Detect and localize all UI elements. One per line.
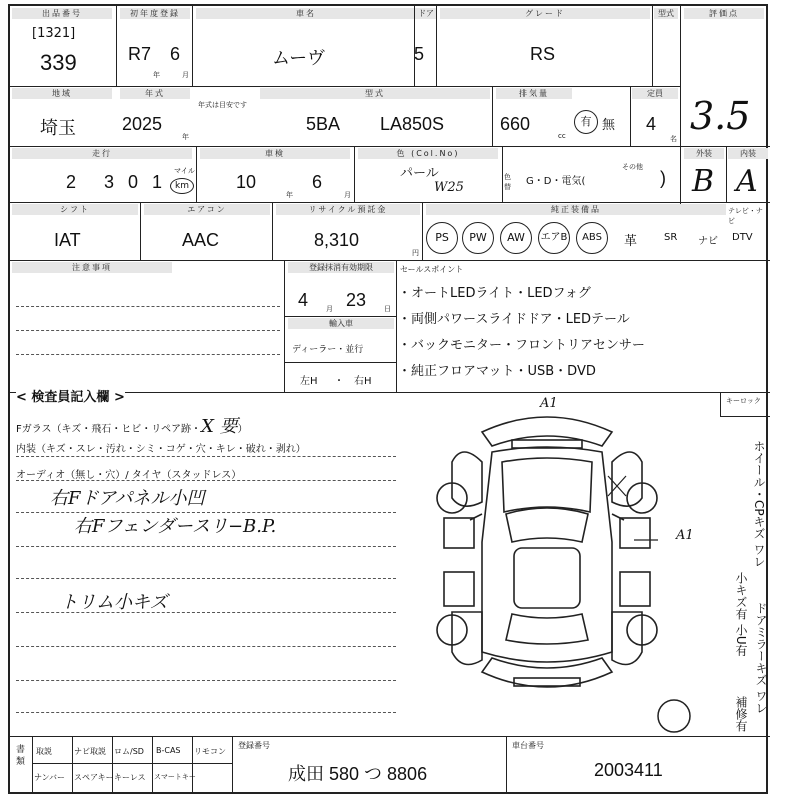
car-name: ムーヴ [272, 48, 326, 68]
key-label: キーロック [726, 397, 761, 405]
hand-note-1: 右Fドアパネル小凹 [50, 488, 205, 509]
cc-label: 排気量 [496, 88, 572, 99]
glass-close: ） [237, 424, 248, 435]
grade: RS [530, 44, 556, 64]
glass-line: Fガラス（キズ・飛石・ヒビ・リペア跡・ [16, 424, 202, 435]
recycle: 8,310 [314, 230, 360, 250]
recycle-label: リサイクル預託金 [276, 204, 420, 215]
grade-label: グレード [440, 8, 650, 19]
equip-aw: AW [500, 222, 532, 254]
unit-year: 年 [153, 71, 160, 79]
car-damage-diagram [422, 402, 672, 722]
lot-number: 339 [40, 50, 77, 75]
color-change-close: ) [660, 168, 666, 188]
unit-year-2: 年 [182, 133, 189, 141]
capacity-label: 定員 [632, 88, 678, 99]
equip-dtv: DTV [732, 232, 753, 243]
equip-ps: PS [426, 222, 458, 254]
doc-keyless: キーレス [114, 773, 146, 782]
first-reg-era: R7 [128, 44, 152, 64]
unit-month: 月 [182, 71, 189, 79]
sales-label: セールスポイント [400, 265, 464, 274]
audio-line: オーディオ（無し・穴）/ タイヤ（スタッドレス） [16, 470, 242, 481]
notes-label: 注意事項 [12, 262, 172, 273]
doc-number: ナンバー [34, 773, 66, 782]
lot-bracket: [1321] [32, 26, 76, 41]
import-value: ディーラー・並行 [292, 345, 364, 355]
equipment-label: 純正装備品 [426, 204, 726, 215]
plate: 成田 580 つ 8806 [288, 764, 428, 784]
doc-rom-sd: ロム/SD [114, 747, 144, 756]
capacity: 4 [646, 114, 657, 134]
handle-left: 左H [300, 376, 318, 387]
capacity-unit: 名 [670, 135, 677, 143]
hand-note-3: トリム小キズ [60, 592, 168, 613]
sales-point-4: ・純正フロアマット・USB・DVD [398, 364, 596, 379]
doc-bcas: B-CAS [156, 746, 181, 755]
interior-label: 内装 [728, 148, 768, 159]
cc-unit: cc [558, 132, 566, 140]
color: パール [400, 166, 439, 181]
unit-month-4: 月 [326, 305, 333, 313]
prefecture-label: 地域 [12, 88, 112, 99]
auction-sheet [8, 4, 768, 794]
shaken-year: 10 [236, 172, 257, 192]
import-label: 輸入車 [288, 318, 394, 329]
cc: 660 [500, 114, 531, 134]
chassis: 2003411 [594, 760, 663, 780]
diagram-mark-side: A1 [676, 528, 694, 543]
score-label: 評価点 [684, 8, 764, 19]
first-reg-month: 6 [170, 44, 181, 64]
unit-month-3: 月 [344, 191, 351, 199]
docs-label: 書類 [16, 745, 26, 767]
mile-unit: マイル [174, 167, 195, 175]
equip-navi: ナビ [698, 236, 718, 247]
reg-deadline-label: 登録抹消有効期限 [288, 262, 394, 273]
equip-sr: SR [664, 232, 678, 243]
unit-year-3: 年 [286, 191, 293, 199]
ac-label: エアコン [144, 204, 270, 215]
reg-day: 23 [346, 290, 367, 310]
shaken-month: 6 [312, 172, 323, 192]
vertical-note-4: 補修有 [734, 696, 748, 732]
km-unit: km [170, 178, 194, 194]
vertical-note-2: ドアミラーキズ ワレ [754, 602, 768, 714]
mileage-label: 走行 [12, 148, 192, 159]
mileage-digit-2: 3 [104, 172, 115, 192]
model-code: LA850S [380, 114, 445, 134]
hand-note-2: 右Fフェンダースリ−B.P. [74, 516, 277, 537]
tv-label: テレビ・ナビ [728, 207, 763, 225]
door-label: ドア [416, 8, 436, 19]
color-code: W25 [434, 180, 464, 195]
prefecture: 埼玉 [40, 118, 76, 138]
glass-mark: X 要 [201, 416, 238, 437]
year: 2025 [122, 114, 163, 134]
turbo-yes: 有 [574, 110, 598, 134]
mileage-digit-1: 2 [66, 172, 77, 192]
handle-dot: ・ [334, 376, 344, 387]
doors: 5 [414, 44, 425, 64]
unit-day: 日 [384, 305, 391, 313]
reg-month: 4 [298, 290, 309, 310]
sales-point-2: ・両側パワースライドドア・LEDテール [398, 312, 630, 327]
exterior-label: 外装 [684, 148, 724, 159]
chassis-label: 車台番号 [512, 741, 544, 750]
interior-line: 内装（キズ・スレ・汚れ・シミ・コゲ・穴・キレ・破れ・剥れ） [16, 444, 306, 455]
year-note: 年式は目安です [198, 101, 247, 109]
model-label: 型式 [260, 88, 490, 99]
lot-label: 出品番号 [12, 8, 112, 19]
vertical-note-3: 小キズ有 小U有 [734, 572, 748, 657]
shift-type-label: 型式 [654, 8, 678, 19]
car-name-label: 車名 [196, 8, 416, 19]
equip-abs: ABS [576, 222, 608, 254]
model-prefix: 5BA [306, 114, 341, 134]
color-label: 色 (Col.No) [358, 148, 498, 159]
recycle-unit: 円 [412, 249, 419, 257]
shift: IAT [54, 230, 81, 250]
shaken-label: 車検 [200, 148, 350, 159]
color-change-options: G・D・電気( [526, 176, 586, 187]
equip-leather: 革 [624, 234, 638, 249]
doc-manual: 取説 [36, 747, 52, 756]
doc-spare-key: スペアキー [74, 773, 114, 782]
mileage-digit-3: 0 [128, 172, 139, 192]
color-change-label: 色替 [504, 173, 511, 191]
doc-navi-manual: ナビ取説 [74, 747, 106, 756]
equip-pw: PW [462, 222, 494, 254]
turbo-no: 無 [602, 118, 616, 133]
sales-point-1: ・オートLEDライト・LEDフォグ [398, 286, 591, 301]
doc-smart-key: スマートキー [154, 773, 196, 781]
ac: AAC [182, 230, 220, 250]
interior: A [736, 164, 758, 199]
sales-point-3: ・バックモニター・フロントリアセンサー [398, 338, 645, 353]
year-label: 年式 [120, 88, 190, 99]
shift-label: シフト [12, 204, 138, 215]
diagram-mark-front: A1 [540, 396, 558, 411]
doc-remote: リモコン [194, 747, 226, 756]
handle-right: 右H [354, 376, 372, 387]
diagram-circle-mark [656, 698, 692, 734]
inspector-title: < 検査員記入欄 > [16, 386, 125, 405]
color-change-other: その他 [622, 163, 643, 171]
equip-airbag: エアB [538, 222, 570, 254]
mileage-digit-4: 1 [152, 172, 163, 192]
vertical-note-1: ホイール・CPキズ ワレ [752, 440, 766, 568]
first-reg-label: 初年度登録 [120, 8, 190, 19]
score: 3.5 [690, 94, 751, 138]
exterior: B [692, 164, 715, 199]
plate-label: 登録番号 [238, 741, 270, 750]
